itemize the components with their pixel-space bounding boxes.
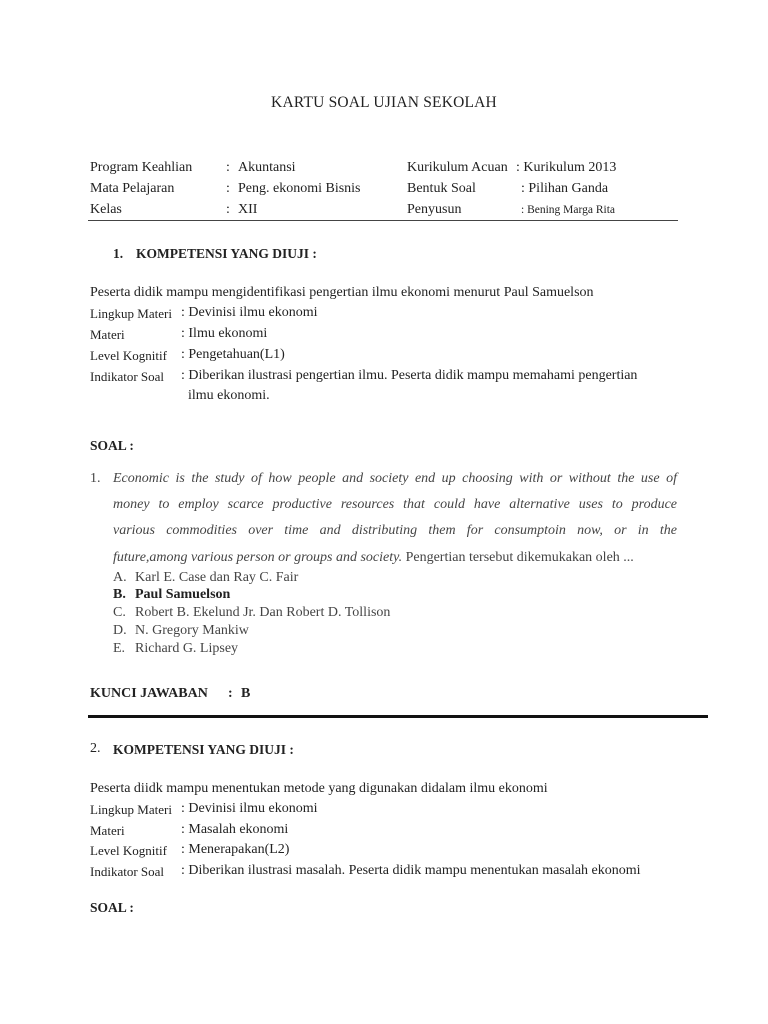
header-kurikulum-value: : Kurikulum 2013: [516, 160, 617, 175]
card2-lingkup-value: : Devinisi ilmu ekonomi: [181, 801, 318, 816]
header-bentuk-value: : Pilihan Ganda: [521, 181, 609, 196]
card1-answer-label: KUNCI JAWABAN: [90, 686, 208, 701]
header-mapel-label: Mata Pelajaran: [90, 181, 175, 196]
card1-option-e-text: Richard G. Lipsey: [135, 641, 239, 656]
card1-competency: Peserta didik mampu mengidentifikasi pengertian ilmu ekonomi menurut Paul Samuelson: [90, 285, 594, 300]
card1-question-line-3: various commodities over time and distributing them for consumptoin now, or in the: [113, 523, 677, 538]
header-program-label: Program Keahlian: [90, 160, 193, 175]
card1-section-number: 1.: [113, 246, 124, 261]
card1-question-line-4: [113, 550, 634, 566]
header-penyusun-label: Penyusun: [407, 202, 462, 217]
card1-level-label: Level Kognitif: [90, 348, 167, 363]
card1-option-c-text: Robert B. Ekelund Jr. Dan Robert D. Tollison: [135, 605, 391, 620]
document-title: KARTU SOAL UJIAN SEKOLAH: [271, 94, 497, 111]
card1-option-b-text: Paul Samuelson: [135, 587, 231, 602]
card1-soal-label: SOAL :: [90, 438, 134, 453]
card1-materi-value: : Ilmu ekonomi: [181, 326, 268, 341]
header-kelas-value: XII: [238, 202, 258, 217]
card2-competency: Peserta diidk mampu menentukan metode yang digunakan didalam ilmu ekonomi: [90, 781, 548, 796]
card1-question-line-2: money to employ scarce productive resources that could have alternative uses to produce: [113, 497, 677, 512]
header-penyusun-value: : Bening Marga Rita: [521, 204, 616, 216]
card1-option-b-letter: B.: [113, 587, 126, 602]
header-mapel-sep: :: [226, 181, 230, 196]
card1-lingkup-label: Lingkup Materi: [90, 306, 172, 321]
card1-option-c-letter: C.: [113, 605, 126, 620]
header-kelas-label: Kelas: [90, 202, 122, 217]
card-separator: [88, 715, 708, 718]
card1-answer-value: B: [241, 686, 251, 701]
card1-option-d-text: N. Gregory Mankiw: [135, 623, 249, 638]
card2-soal-label: SOAL :: [90, 900, 134, 915]
header-program-value: Akuntansi: [238, 160, 296, 175]
card1-materi-label: Materi: [90, 327, 125, 342]
card1-indikator-label: Indikator Soal: [90, 369, 165, 384]
card2-indikator-value-1: : Diberikan ilustrasi masalah. Peserta didik mampu menentukan masalah ekonomi: [181, 863, 641, 878]
card1-question-number: 1.: [90, 471, 101, 486]
card2-level-value: : Menerapakan(L2): [181, 842, 290, 857]
card2-section-title: KOMPETENSI YANG DIUJI :: [113, 742, 294, 757]
header-divider: [88, 220, 678, 221]
card2-materi-label: Materi: [90, 823, 125, 838]
card1-question-line-4-plain: Pengertian tersebut dikemukakan oleh ...: [402, 550, 634, 565]
card1-section-title: KOMPETENSI YANG DIUJI :: [136, 246, 317, 261]
card1-lingkup-value: : Devinisi ilmu ekonomi: [181, 305, 318, 320]
card2-level-label: Level Kognitif: [90, 843, 167, 858]
header-kurikulum-label: Kurikulum Acuan: [407, 160, 508, 175]
card1-option-e-letter: E.: [113, 641, 126, 656]
card1-question-line-1: Economic is the study of how people and society end up choosing with or without the use of: [113, 471, 677, 486]
card1-option-a-letter: A.: [113, 570, 127, 585]
header-kelas-sep: :: [226, 202, 230, 217]
card1-indikator-value-1: : Diberikan ilustrasi pengertian ilmu. Peserta didik mampu memahami pengertian: [181, 368, 638, 383]
card1-option-a-text: Karl E. Case dan Ray C. Fair: [135, 570, 299, 585]
header-bentuk-label: Bentuk Soal: [407, 181, 476, 196]
card2-materi-value: : Masalah ekonomi: [181, 822, 289, 837]
card2-lingkup-label: Lingkup Materi: [90, 802, 172, 817]
card1-question-line-4-italic: future,among various person or groups and society.: [113, 550, 403, 565]
card1-level-value: : Pengetahuan(L1): [181, 347, 285, 362]
card1-indikator-value-2: ilmu ekonomi.: [188, 388, 270, 403]
card2-section-number: 2.: [90, 741, 101, 756]
header-program-sep: :: [226, 160, 230, 175]
card1-option-d-letter: D.: [113, 623, 127, 638]
card1-answer-sep: :: [228, 686, 233, 701]
card2-indikator-label: Indikator Soal: [90, 864, 165, 879]
header-mapel-value: Peng. ekonomi Bisnis: [238, 181, 361, 196]
